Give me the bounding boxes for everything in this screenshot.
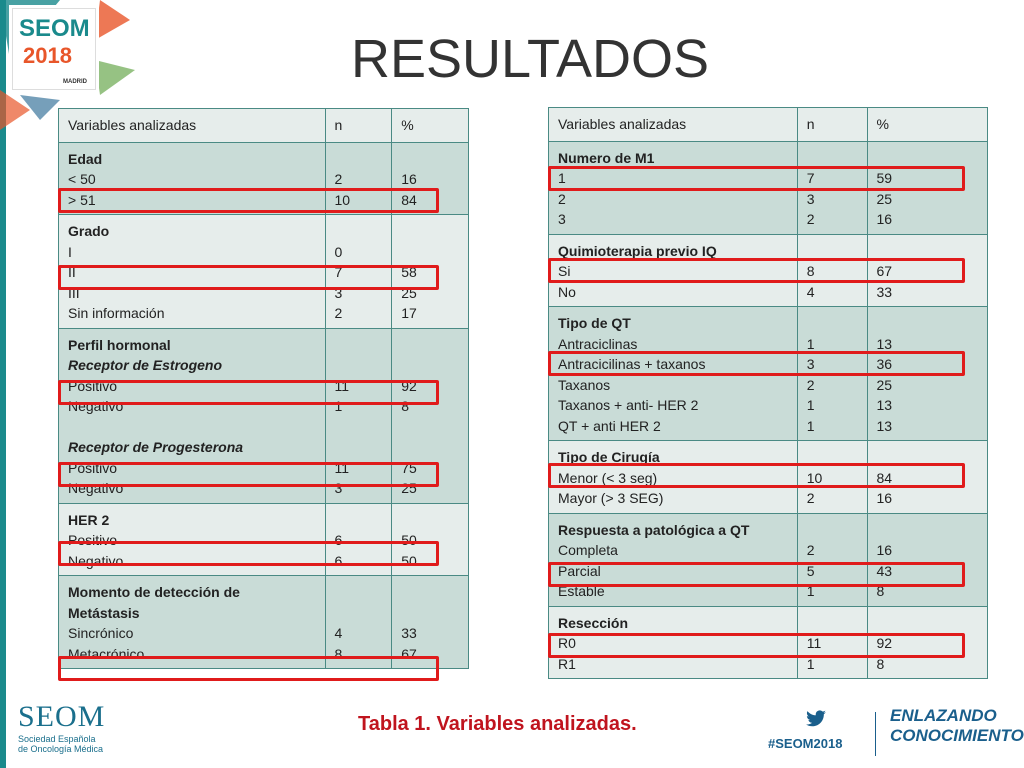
cell-line-n: 4: [334, 625, 343, 641]
cell-line-label: Receptor de Progesterona: [68, 439, 244, 455]
highlight-antraciclinas-taxanos: [548, 351, 965, 376]
cell-line-label: Receptor de Estrogeno: [68, 357, 223, 373]
cell-line-label: Sin información: [68, 305, 165, 321]
cell-line-label: Mayor (> 3 SEG): [558, 490, 664, 506]
cell-line-label: Momento de detección de: [68, 584, 240, 600]
cell-line-label: Taxanos + anti- HER 2: [558, 397, 699, 413]
cell-line-pct: 59: [876, 170, 893, 186]
table-cell-n: [797, 513, 867, 606]
cell-line-label: Si: [558, 263, 571, 279]
cell-line-pct: 25: [401, 284, 417, 301]
cell-line-label: Positivo: [68, 459, 118, 476]
cell-line-label: Edad: [68, 150, 103, 167]
cell-line-pct: 8: [876, 583, 885, 599]
highlight-edad-51: [58, 188, 439, 213]
cell-line-n: [335, 149, 384, 170]
table-cell-n: [325, 576, 392, 669]
cell-line-n: 1: [334, 398, 343, 414]
logo-line3: MADRID: [63, 79, 87, 85]
column-header: %: [392, 109, 469, 143]
table-cell-pct: [392, 576, 469, 669]
cell-line-pct: 25: [876, 376, 893, 393]
cell-line-pct: [877, 613, 979, 634]
table-row-group: [549, 513, 988, 606]
cell-line-n: 2: [806, 542, 815, 558]
cell-line-n: [335, 417, 384, 438]
cell-line-pct: 50: [401, 552, 417, 569]
seom-subtitle-1: Sociedad Española: [18, 734, 96, 744]
cell-line-pct: 13: [876, 335, 893, 352]
cell-line-n: [335, 437, 384, 458]
cell-line-pct: 16: [401, 171, 417, 187]
cell-line-label: Metástasis: [68, 604, 140, 621]
cell-line-n: 6: [334, 552, 343, 569]
cell-line-label: Resección: [558, 614, 629, 631]
slogan-line1: ENLAZANDO: [890, 706, 997, 725]
cell-line-label: II: [68, 264, 76, 280]
cell-line-label: QT + anti HER 2: [558, 417, 661, 434]
cell-line-n: 2: [806, 490, 815, 506]
cell-line-n: 8: [806, 263, 815, 279]
slogan: [890, 706, 1024, 746]
cell-line-n: 10: [806, 469, 823, 486]
cell-line-label: Tipo de QT: [558, 315, 631, 331]
cell-line-n: 2: [334, 171, 343, 187]
cell-line-label: HER 2: [68, 511, 110, 528]
highlight-metacronico: [58, 656, 439, 681]
cell-line-n: 2: [334, 305, 343, 321]
column-header: n: [797, 108, 867, 142]
highlight-cirugia-menor: [548, 463, 965, 488]
highlight-m1-1: [548, 166, 965, 191]
column-header: %: [867, 108, 987, 142]
cell-line-label: Menor (< 3 seg): [558, 469, 658, 486]
cell-line-label: III: [68, 284, 80, 301]
cell-line-label: Estable: [558, 583, 605, 599]
cell-line-pct: 17: [401, 305, 417, 321]
cell-line-n: [335, 582, 384, 603]
cell-line-label: Taxanos: [558, 376, 611, 393]
highlight-r0: [548, 633, 965, 658]
cell-line-pct: 13: [876, 397, 893, 413]
highlight-grado-ii: [58, 265, 439, 290]
cell-line-label: R1: [558, 655, 576, 672]
cell-line-pct: 84: [876, 469, 893, 486]
cell-line-n: 7: [806, 170, 815, 186]
cell-line-label: 1: [558, 170, 566, 186]
cell-line-n: 11: [806, 635, 822, 651]
highlight-parcial: [548, 562, 965, 587]
cell-line-pct: [401, 510, 460, 531]
cell-line-label: Grado: [68, 223, 110, 239]
table-cell-pct: [867, 513, 987, 606]
cell-line-n: 7: [334, 264, 343, 280]
cell-line-label: Antracicilinas + taxanos: [558, 356, 706, 372]
cell-line-n: [807, 613, 859, 634]
cell-line-n: 3: [334, 480, 343, 496]
cell-line-n: [335, 510, 384, 531]
table-header-row: [549, 108, 988, 142]
cell-line-pct: [877, 520, 979, 541]
cell-line-pct: 43: [876, 562, 893, 579]
cell-line-n: [807, 148, 859, 169]
seom-footer-logo: [18, 700, 105, 754]
cell-line-pct: 58: [401, 264, 417, 280]
cell-line-label: Positivo: [68, 532, 118, 548]
highlight-quimio-si: [548, 258, 965, 283]
cell-line-label: I: [68, 243, 72, 260]
cell-line-pct: 33: [876, 283, 893, 300]
cell-line-n: 2: [806, 211, 815, 227]
cell-line-label: Antraciclinas: [558, 335, 638, 352]
column-header: Variables analizadas: [549, 108, 798, 142]
cell-line-pct: 67: [876, 263, 893, 279]
twitter-bird-icon: [805, 710, 827, 728]
cell-line-pct: 75: [401, 459, 417, 476]
cell-line-label: > 51: [68, 191, 96, 208]
cell-line-label: Numero de M1: [558, 149, 655, 166]
cell-line-pct: [877, 148, 979, 169]
cell-line-label: Negativo: [68, 480, 124, 496]
cell-line-label: < 50: [68, 171, 96, 187]
cell-line-pct: [401, 603, 460, 624]
cell-line-pct: 16: [876, 490, 893, 506]
cell-line-n: 5: [806, 562, 815, 579]
cell-line-label: [68, 417, 317, 438]
cell-line-n: 11: [334, 377, 350, 394]
cell-line-label: Parcial: [558, 562, 601, 579]
cell-line-pct: [401, 149, 460, 170]
logo-line1: SEOM: [19, 15, 90, 42]
highlight-progesterona-positivo: [58, 462, 439, 487]
cell-line-pct: [401, 242, 460, 263]
cell-line-n: 4: [806, 283, 815, 300]
cell-line-label: Tipo de Cirugía: [558, 449, 660, 465]
slogan-line2: CONOCIMIENTO: [890, 726, 1024, 745]
cell-line-n: [807, 520, 859, 541]
cell-line-pct: [401, 221, 460, 242]
cell-line-n: 1: [806, 655, 815, 672]
hashtag: #SEOM2018: [768, 736, 843, 751]
cell-line-n: 1: [806, 417, 815, 434]
cell-line-pct: 8: [876, 655, 885, 672]
cell-line-pct: 25: [401, 480, 417, 496]
cell-line-n: 3: [806, 356, 815, 372]
seom-subtitle-2: de Oncología Médica: [18, 744, 104, 754]
cell-line-label: Negativo: [68, 552, 124, 569]
cell-line-n: 2: [806, 376, 815, 393]
cell-line-n: 6: [334, 532, 343, 548]
cell-line-label: 3: [558, 211, 566, 227]
right-variables-table: [548, 107, 988, 679]
cell-line-pct: [877, 313, 979, 334]
cell-line-label: No: [558, 283, 576, 300]
cell-line-label: Positivo: [68, 377, 118, 394]
highlight-her2-positivo: [58, 541, 439, 566]
cell-line-pct: [401, 437, 460, 458]
page-title: RESULTADOS: [350, 29, 710, 89]
cell-line-n: [807, 313, 859, 334]
cell-line-pct: 33: [401, 625, 417, 641]
cell-line-pct: [401, 417, 460, 438]
cell-line-n: 3: [806, 190, 815, 207]
logo-line2: 2018: [23, 43, 72, 68]
cell-line-label: 2: [558, 190, 566, 207]
cell-line-pct: 92: [401, 377, 417, 394]
cell-line-pct: 25: [876, 190, 893, 207]
cell-line-label: Quimioterapia previo IQ: [558, 242, 717, 259]
cell-line-n: 8: [334, 645, 343, 662]
cell-line-n: 0: [334, 243, 343, 260]
cell-line-label: Completa: [558, 542, 618, 558]
cell-line-pct: 50: [401, 532, 417, 548]
seom-name: SEOM: [18, 700, 106, 733]
cell-line-pct: [401, 335, 460, 356]
footer-divider: [875, 712, 876, 756]
cell-line-label: Metacrónico: [68, 645, 145, 662]
cell-line-pct: 92: [876, 635, 893, 651]
cell-line-pct: 16: [876, 542, 893, 558]
cell-line-pct: [401, 582, 460, 603]
highlight-estrogeno-positivo: [58, 380, 439, 405]
cell-line-n: [335, 603, 384, 624]
cell-line-n: 11: [334, 459, 350, 476]
cell-line-label: Respuesta a patológica a QT: [558, 521, 750, 538]
cell-line-n: 1: [806, 583, 815, 599]
cell-line-label: Sincrónico: [68, 625, 134, 641]
cell-line-pct: 36: [876, 356, 893, 372]
cell-line-n: 10: [334, 191, 351, 208]
column-header: n: [325, 109, 392, 143]
cell-line-n: [335, 355, 384, 376]
table-header-row: [59, 109, 469, 143]
table-caption: Tabla 1. Variables analizadas.: [358, 713, 637, 735]
table-row-group: [59, 576, 469, 669]
table-cell-label: [59, 576, 326, 669]
cell-line-n: [335, 335, 384, 356]
cell-line-n: 1: [806, 335, 815, 352]
cell-line-n: [335, 221, 384, 242]
cell-line-n: 1: [806, 397, 815, 413]
cell-line-pct: 67: [401, 645, 417, 662]
cell-line-pct: 13: [876, 417, 893, 434]
table-cell-label: [549, 513, 798, 606]
cell-line-pct: [401, 355, 460, 376]
cell-line-pct: 84: [401, 191, 417, 208]
cell-line-label: R0: [558, 635, 576, 651]
cell-line-pct: 16: [876, 211, 893, 227]
cell-line-label: Perfil hormonal: [68, 336, 171, 353]
cell-line-pct: 8: [401, 398, 410, 414]
cell-line-label: Negativo: [68, 398, 124, 414]
cell-line-n: 3: [334, 284, 343, 301]
column-header: Variables analizadas: [59, 109, 326, 143]
